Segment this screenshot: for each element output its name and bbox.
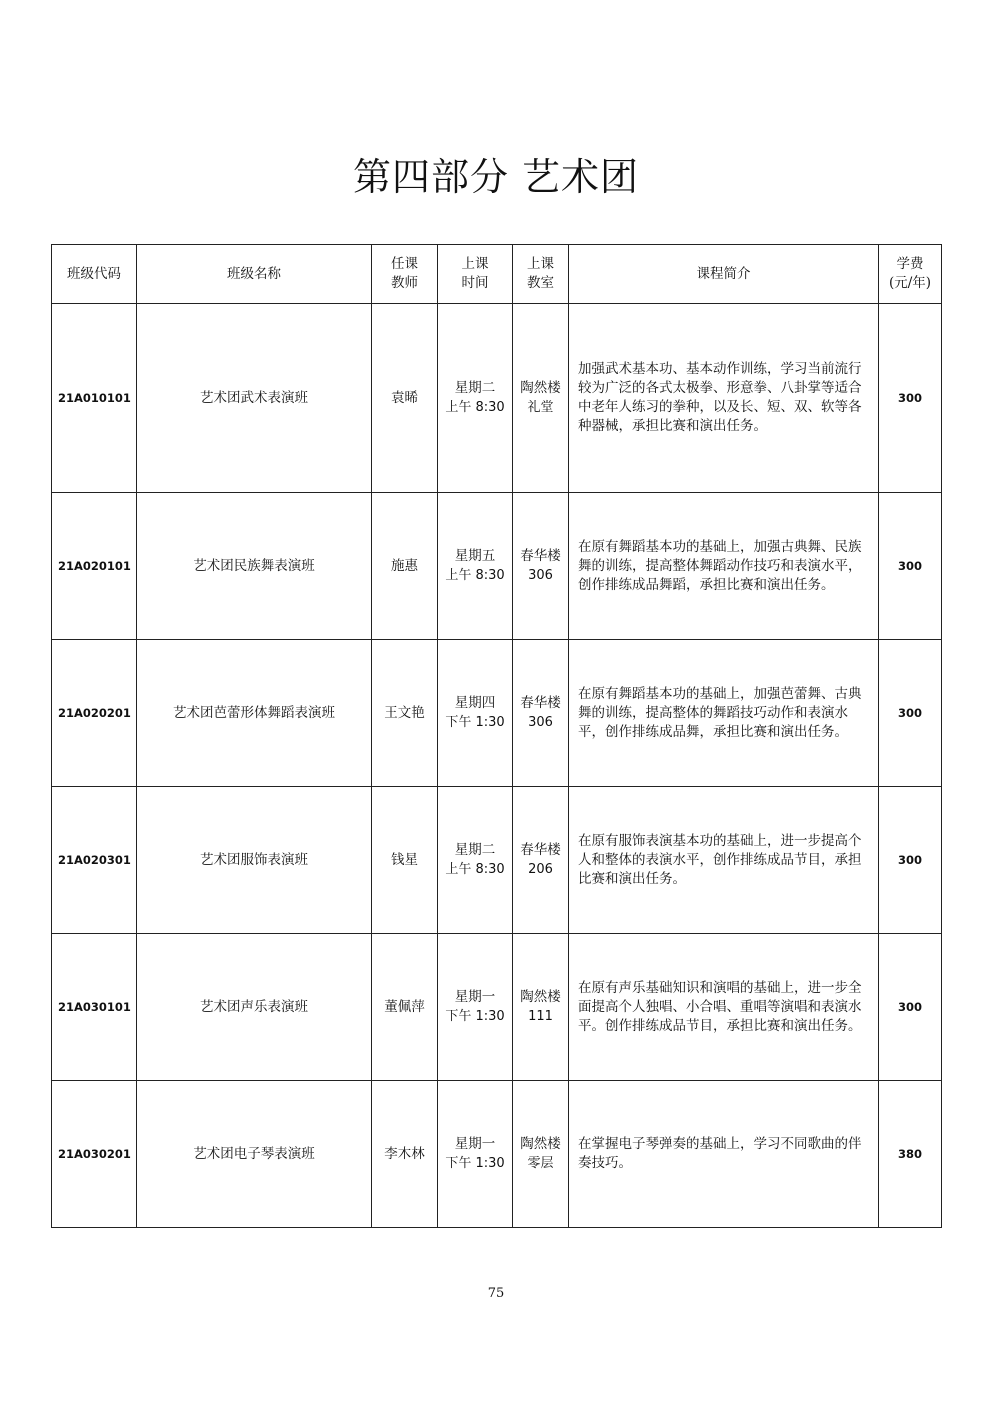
header-teacher: 任课 教师 (372, 245, 438, 304)
table-row (52, 304, 942, 493)
class-code: 21A020201 (52, 640, 137, 787)
class-name: 艺术团武术表演班 (137, 304, 372, 493)
header-time: 上课 时间 (438, 245, 513, 304)
tuition-fee: 300 (879, 934, 942, 1081)
class-name: 艺术团芭蕾形体舞蹈表演班 (137, 640, 372, 787)
course-intro: 在掌握电子琴弹奏的基础上，学习不同歌曲的伴奏技巧。 (569, 1081, 879, 1228)
class-code: 21A020101 (52, 493, 137, 640)
class-name: 艺术团服饰表演班 (137, 787, 372, 934)
tuition-fee: 380 (879, 1081, 942, 1228)
class-time: 星期二 上午 8:30 (438, 304, 513, 493)
tuition-fee: 300 (879, 493, 942, 640)
tuition-fee: 300 (879, 787, 942, 934)
header-room: 上课 教室 (513, 245, 569, 304)
table-row (52, 493, 942, 640)
classroom: 陶然楼 礼堂 (513, 304, 569, 493)
class-name: 艺术团声乐表演班 (137, 934, 372, 1081)
table-row (52, 787, 942, 934)
course-intro: 在原有服饰表演基本功的基础上，进一步提高个人和整体的表演水平，创作排练成品节目，承担比赛和演出任务。 (569, 787, 879, 934)
class-name: 艺术团电子琴表演班 (137, 1081, 372, 1228)
teacher-name: 袁晞 (372, 304, 438, 493)
class-code: 21A030101 (52, 934, 137, 1081)
header-intro: 课程简介 (569, 245, 879, 304)
classroom: 春华楼 306 (513, 493, 569, 640)
class-name: 艺术团民族舞表演班 (137, 493, 372, 640)
header-fee: 学费 (元/年) (879, 245, 942, 304)
table-row (52, 640, 942, 787)
page-title: 第四部分 艺术团 (352, 155, 640, 199)
course-intro: 在原有声乐基础知识和演唱的基础上，进一步全面提高个人独唱、小合唱、重唱等演唱和表演水平。创作排练成品节目，承担比赛和演出任务。 (569, 934, 879, 1081)
teacher-name: 董佩萍 (372, 934, 438, 1081)
class-code: 21A030201 (52, 1081, 137, 1228)
page-number: 75 (487, 1286, 505, 1301)
table-row (52, 1081, 942, 1228)
course-table (51, 244, 942, 1228)
course-intro: 在原有舞蹈基本功的基础上，加强古典舞、民族舞的训练，提高整体舞蹈动作技巧和表演水平，创作排练成品舞蹈，承担比赛和演出任务。 (569, 493, 879, 640)
class-time: 星期二 上午 8:30 (438, 787, 513, 934)
tuition-fee: 300 (879, 304, 942, 493)
header-class-name: 班级名称 (137, 245, 372, 304)
tuition-fee: 300 (879, 640, 942, 787)
table-header-row (52, 245, 942, 304)
class-time: 星期四 下午 1:30 (438, 640, 513, 787)
class-code: 21A010101 (52, 304, 137, 493)
class-time: 星期一 下午 1:30 (438, 1081, 513, 1228)
classroom: 春华楼 206 (513, 787, 569, 934)
header-class-code: 班级代码 (52, 245, 137, 304)
teacher-name: 钱星 (372, 787, 438, 934)
classroom: 陶然楼 零层 (513, 1081, 569, 1228)
class-time: 星期一 下午 1:30 (438, 934, 513, 1081)
course-intro: 加强武术基本功、基本动作训练，学习当前流行较为广泛的各式太极拳、形意拳、八卦掌等适合中老年人练习的拳种，以及长、短、双、软等各种器械，承担比赛和演出任务。 (569, 304, 879, 493)
classroom: 春华楼 306 (513, 640, 569, 787)
class-time: 星期五 上午 8:30 (438, 493, 513, 640)
classroom: 陶然楼 111 (513, 934, 569, 1081)
teacher-name: 李木林 (372, 1081, 438, 1228)
teacher-name: 施惠 (372, 493, 438, 640)
teacher-name: 王文艳 (372, 640, 438, 787)
course-intro: 在原有舞蹈基本功的基础上，加强芭蕾舞、古典舞的训练，提高整体的舞蹈技巧动作和表演水平，创作排练成品舞，承担比赛和演出任务。 (569, 640, 879, 787)
table-row (52, 934, 942, 1081)
class-code: 21A020301 (52, 787, 137, 934)
